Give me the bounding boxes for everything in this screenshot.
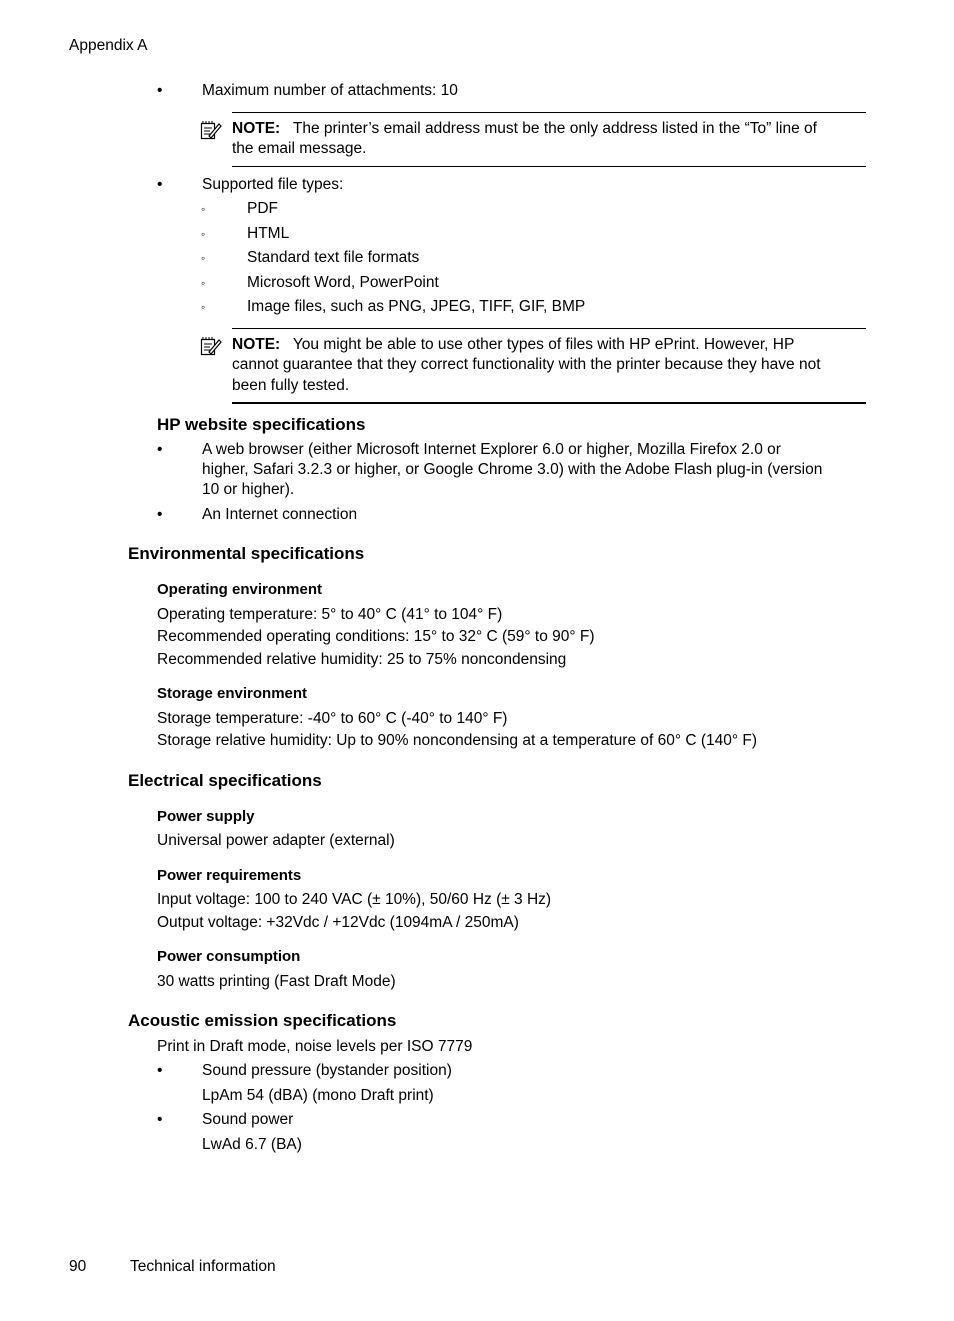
footer-section: Technical information: [130, 1258, 276, 1275]
bullet-icon: •: [157, 82, 163, 99]
sound-pressure-label: Sound pressure (bystander position): [202, 1062, 452, 1079]
power-requirements-heading: Power requirements: [157, 867, 302, 884]
bullet-icon: •: [157, 1111, 163, 1128]
circle-bullet-icon: ◦: [201, 202, 206, 216]
hp-website-heading: HP website specifications: [157, 415, 366, 434]
supported-types-label: Supported file types:: [202, 176, 344, 193]
power-requirements-line: Input voltage: 100 to 240 VAC (± 10%), 50/60 Hz (± 3 Hz): [157, 891, 552, 908]
operating-line: Recommended operating conditions: 15° to 32° C (59° to 90° F): [157, 628, 595, 645]
sound-power-value: LwAd 6.7 (BA): [202, 1136, 302, 1153]
note-top-rule: [232, 328, 866, 329]
environmental-heading: Environmental specifications: [128, 544, 365, 563]
note-pencil-icon: [200, 336, 222, 356]
note2-body-1: You might be able to use other types of files with HP ePrint. However, HP: [292, 336, 795, 353]
note-bottom-rule: [232, 402, 866, 404]
storage-environment-heading: Storage environment: [157, 685, 308, 702]
circle-bullet-icon: ◦: [201, 227, 206, 241]
power-supply-heading: Power supply: [157, 808, 255, 825]
note1-label: NOTE:: [232, 120, 281, 137]
bullet-icon: •: [157, 1062, 163, 1079]
operating-environment-heading: Operating environment: [157, 581, 323, 598]
power-consumption-text: 30 watts printing (Fast Draft Mode): [157, 973, 396, 990]
note2-text-line1: [232, 336, 794, 354]
file-type-item: HTML: [247, 225, 290, 242]
operating-line: Recommended relative humidity: 25 to 75% noncondensing: [157, 651, 567, 668]
bullet-icon: •: [157, 176, 163, 193]
running-head: Appendix A: [69, 37, 148, 54]
sound-power-label: Sound power: [202, 1111, 294, 1128]
file-type-item: Microsoft Word, PowerPoint: [247, 274, 439, 291]
circle-bullet-icon: ◦: [201, 251, 206, 265]
note1-text-line2: the email message.: [232, 140, 367, 157]
file-type-item: Image files, such as PNG, JPEG, TIFF, GIF, BMP: [247, 298, 586, 315]
note2-text-line3: been fully tested.: [232, 377, 350, 394]
power-consumption-heading: Power consumption: [157, 948, 301, 965]
browser-line-2: higher, Safari 3.2.3 or higher, or Google Chrome 3.0) with the Adobe Flash plug-in (version: [202, 461, 823, 478]
bullet-icon: •: [157, 441, 163, 458]
internet-connection: An Internet connection: [202, 506, 358, 523]
circle-bullet-icon: ◦: [201, 276, 206, 290]
sound-pressure-value: LpAm 54 (dBA) (mono Draft print): [202, 1087, 434, 1104]
bullet-icon: •: [157, 506, 163, 523]
note-top-rule: [232, 112, 866, 113]
max-attachments: Maximum number of attachments: 10: [202, 82, 458, 99]
browser-line-1: A web browser (either Microsoft Internet Explorer 6.0 or higher, Mozilla Firefox 2.0 or: [202, 441, 781, 458]
operating-line: Operating temperature: 5° to 40° C (41° to 104° F): [157, 606, 503, 623]
browser-line-3: 10 or higher).: [202, 481, 295, 498]
power-requirements-line: Output voltage: +32Vdc / +12Vdc (1094mA / 250mA): [157, 914, 519, 931]
note2-label: NOTE:: [232, 336, 281, 353]
acoustic-intro: Print in Draft mode, noise levels per ISO 7779: [157, 1038, 473, 1055]
page-number: 90: [69, 1258, 87, 1275]
storage-line: Storage temperature: -40° to 60° C (-40° to 140° F): [157, 710, 508, 727]
file-type-item: Standard text file formats: [247, 249, 420, 266]
file-type-item: PDF: [247, 200, 278, 217]
note2-text-line2: cannot guarantee that they correct functionality with the printer because they have not: [232, 356, 821, 373]
acoustic-heading: Acoustic emission specifications: [128, 1011, 397, 1030]
note-pencil-icon: [200, 120, 222, 140]
electrical-heading: Electrical specifications: [128, 771, 322, 790]
note-bottom-rule: [232, 166, 866, 167]
storage-line: Storage relative humidity: Up to 90% noncondensing at a temperature of 60° C (140° F): [157, 732, 758, 749]
power-supply-text: Universal power adapter (external): [157, 832, 395, 849]
note1-text-line1: [232, 120, 817, 138]
circle-bullet-icon: ◦: [201, 300, 206, 314]
note1-body-1: The printer’s email address must be the only address listed in the “To” line of: [292, 120, 817, 137]
